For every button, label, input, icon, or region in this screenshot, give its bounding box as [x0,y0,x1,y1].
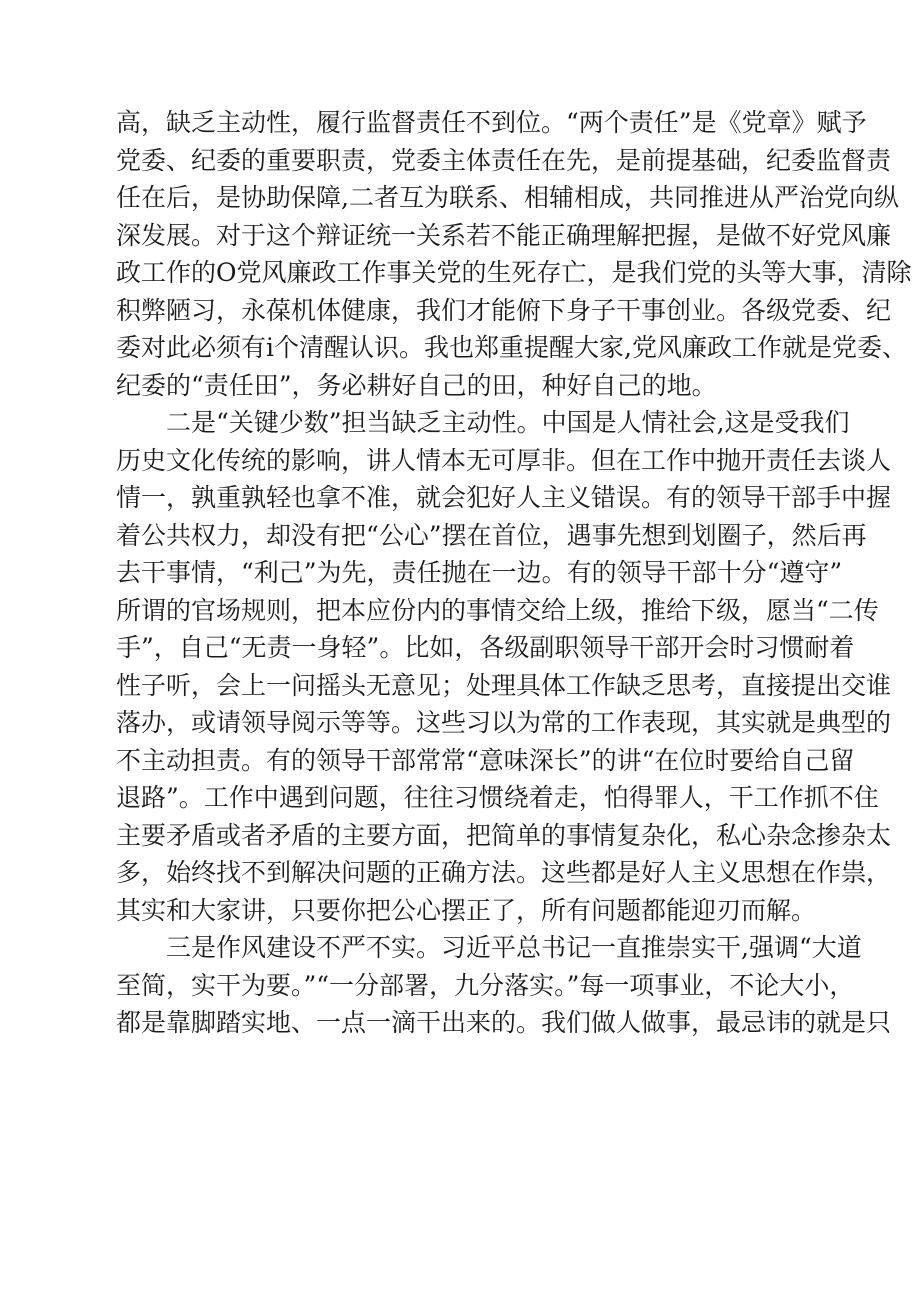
text-line: 所谓的官场规则，把本应份内的事情交给上级，推给下级，愿当“二传 [116,595,879,625]
text-line: 纪委的“责任田”，务必耕好自己的田，种好自己的地。 [116,370,717,400]
paragraph-2 [116,404,892,929]
text-line: 党委、纪委的重要职责，党委主体责任在先，是前提基础，纪委监督责 [116,145,892,175]
paragraph-3 [116,929,892,1042]
text-line: 其实和大家讲，只要你把公心摆正了，所有问题都能迎刃而解。 [116,895,817,925]
document-body [116,104,912,1042]
text-line: 积弊陋习，永葆机体健康，我们才能俯下身子干事创业。各级党委、纪 [116,295,892,325]
text-line: 主要矛盾或者矛盾的主要方面，把简单的事情复杂化，私心杂念掺杂太 [116,820,892,850]
paragraph-1 [116,104,912,404]
text-line: 任在后，是协助保障,二者互为联系、相辅相成，共同推进从严治党向纵 [116,183,899,212]
text-line: 性子听，会上一问摇头无意见；处理具体工作缺乏思考，直接提出交谁 [116,670,892,700]
text-line: 历史文化传统的影响，讲人情本无可厚非。但在工作中抛开责任去谈人 [116,445,892,475]
text-line: 三是作风建设不严不实。习近平总书记一直推崇实干,强调“大道 [166,933,862,962]
text-line: 二是“关键少数”担当缺乏主动性。中国是人情社会,这是受我们 [166,408,850,437]
text-line: 落办，或请领导阅示等等。这些习以为常的工作表现，其实就是典型的 [116,708,892,737]
text-line: 着公共权力，却没有把“公心”摆在首位，遇事先想到划圈子，然后再 [116,520,867,550]
text-line: 手”，自己“无责一身轻”。比如，各级副职领导干部开会时习惯耐着 [116,633,855,662]
text-line: 去干事情，“利己”为先，责任抛在一边。有的领导干部十分“遵守” [116,558,843,587]
text-line: 至简，实干为要。”“一分部署，九分落实。”每一项事业，不论大小， [116,970,855,1000]
text-line: 不主动担责。有的领导干部常常“意味深长”的讲“在位时要给自己留 [116,745,855,775]
text-line: 高，缺乏主动性，履行监督责任不到位。“两个责任”是《党章》赋予 [116,108,867,137]
text-line: 多，始终找不到解决问题的正确方法。这些都是好人主义思想在作祟， [116,858,892,887]
text-line: 都是靠脚踏实地、一点一滴干出来的。我们做人做事，最忌讳的就是只 [116,1008,892,1037]
text-line: 委对此必须有i个清醒认识。我也郑重提醒大家,党风廉政工作就是党委、 [116,333,907,362]
text-line: 深发展。对于这个辩证统一关系若不能正确理解把握，是做不好党风廉 [116,220,892,250]
text-line: 情一，孰重孰轻也拿不准，就会犯好人主义错误。有的领导干部手中握 [116,483,892,512]
text-line: 政工作的O党风廉政工作事关党的生死存亡，是我们党的头等大事，清除 [116,258,912,287]
text-line: 退路”。工作中遇到问题，往往习惯绕着走，怕得罪人，干工作抓不住 [116,783,879,812]
